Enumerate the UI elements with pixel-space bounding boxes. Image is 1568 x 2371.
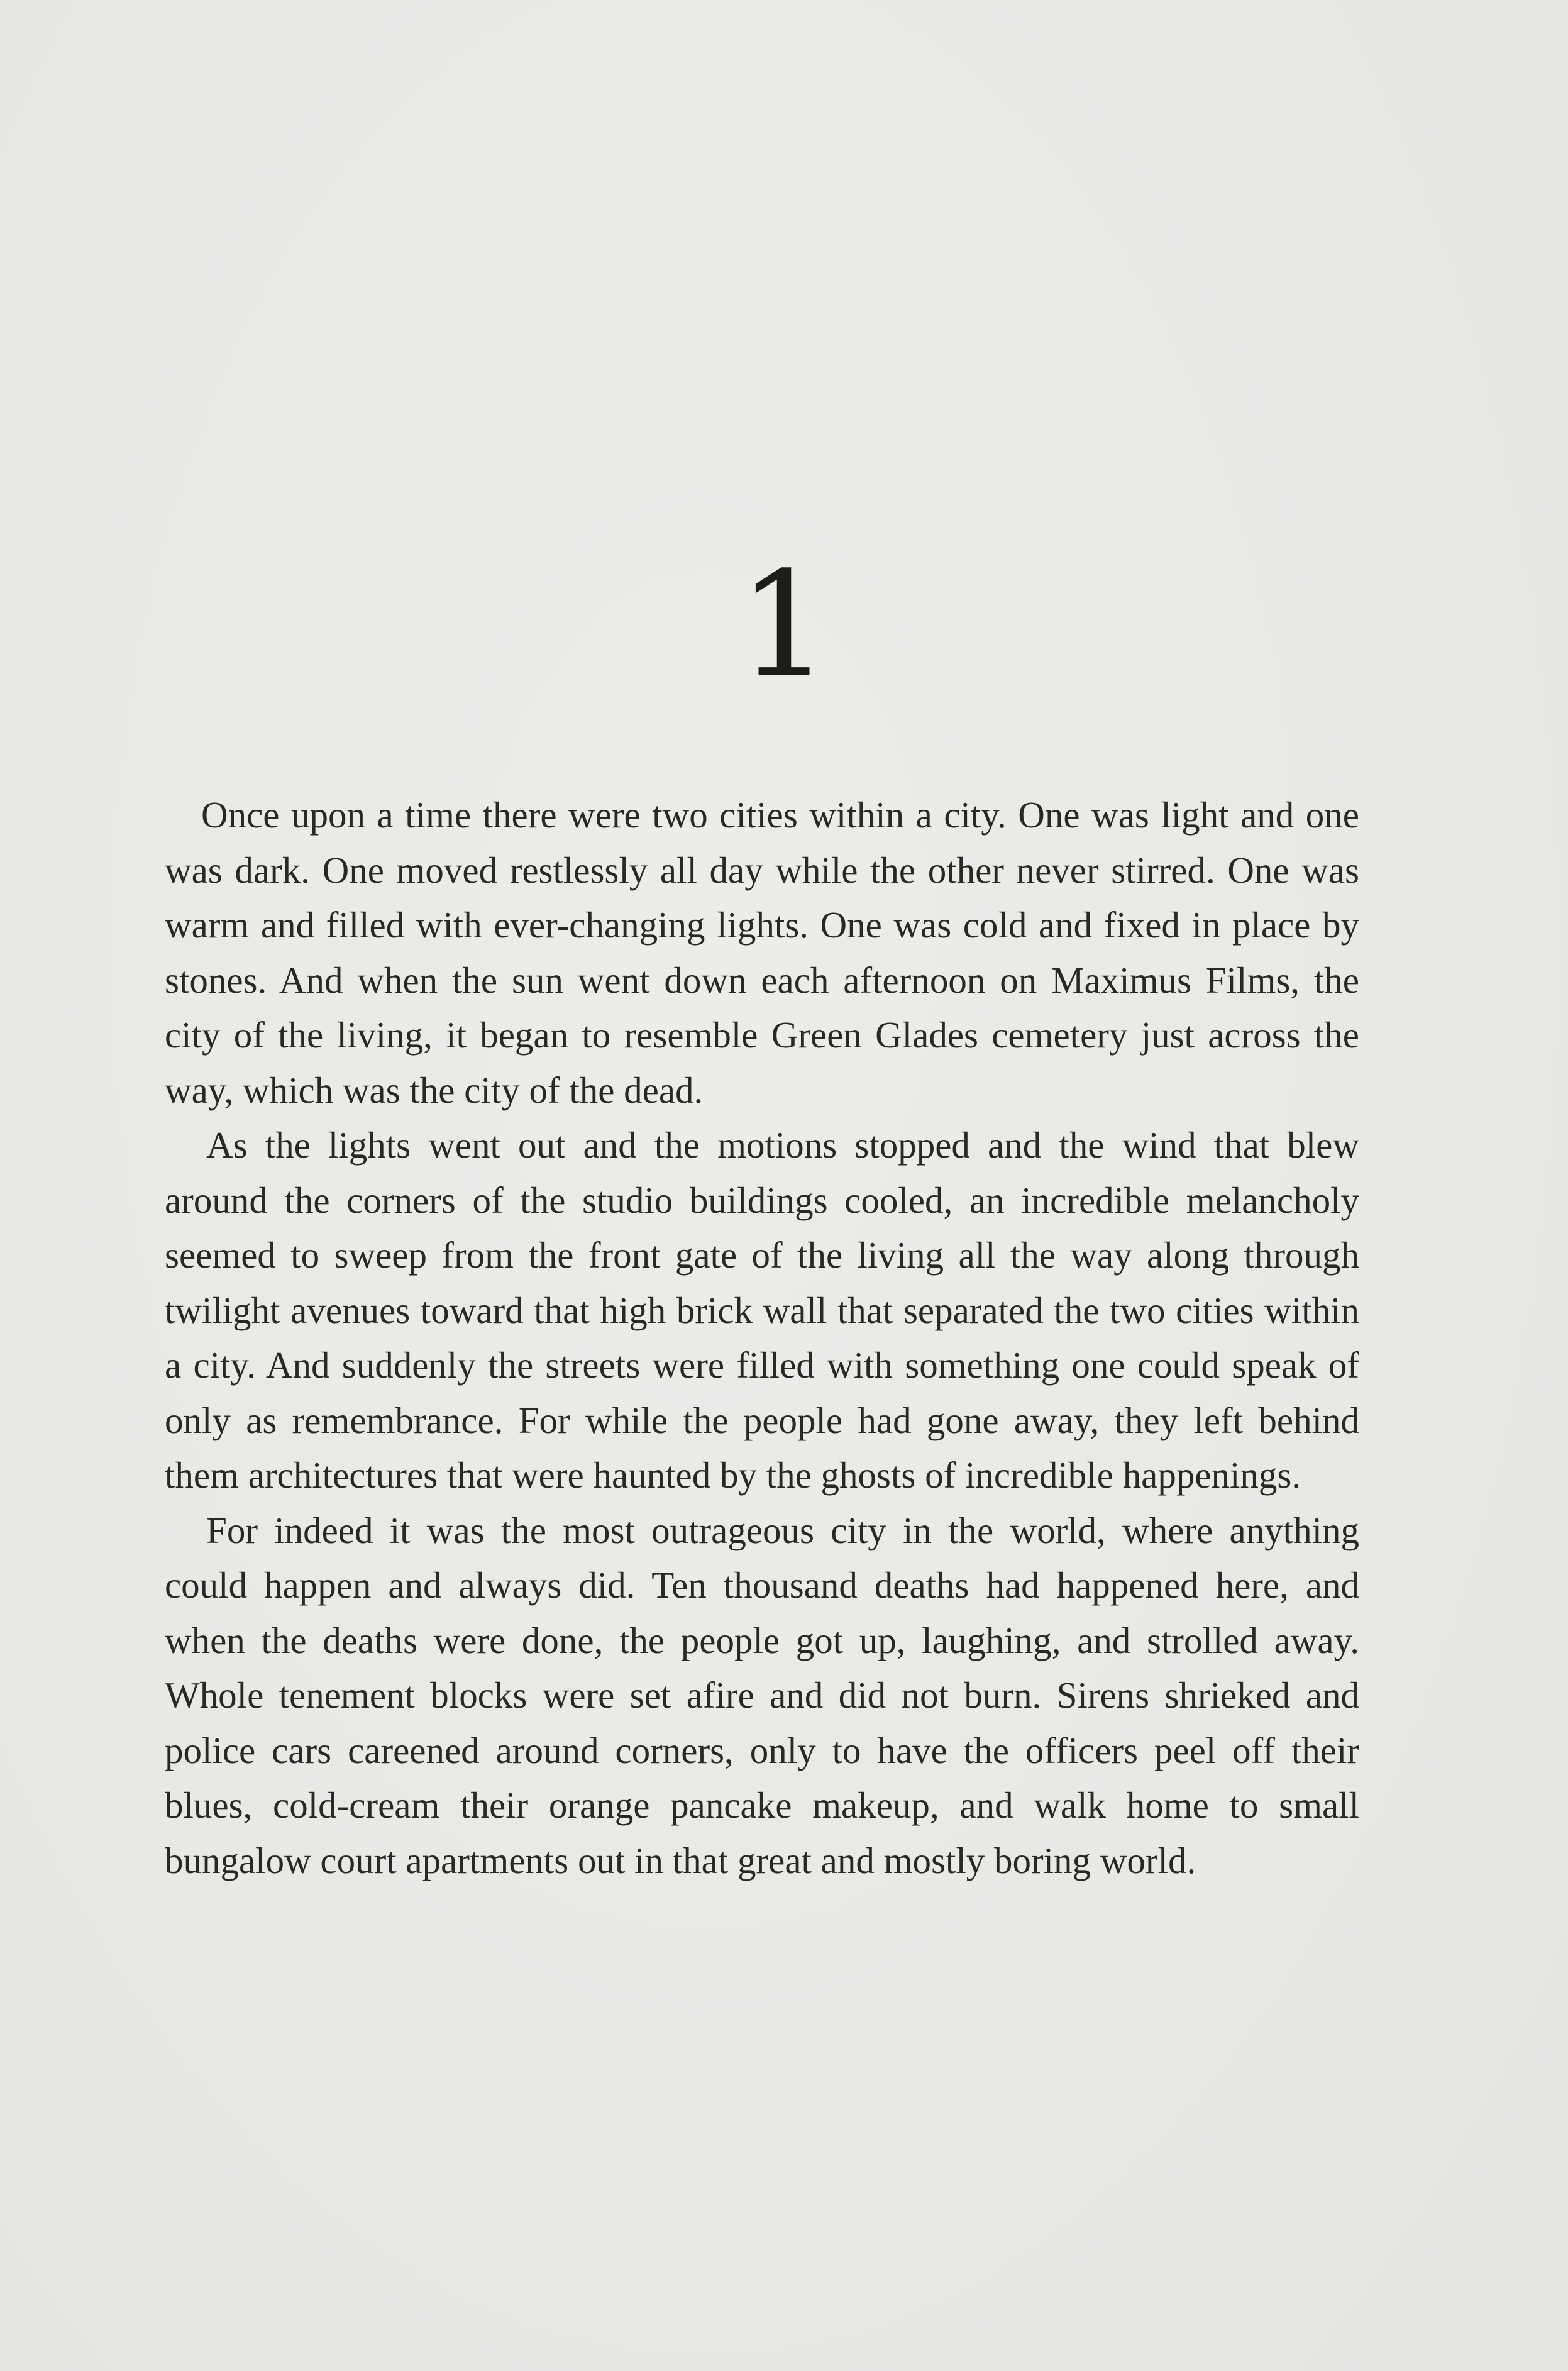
chapter-number: 1	[737, 541, 831, 709]
paragraph-3: For indeed it was the most outrageous city in the world, where anything could happen and always did. Ten thousand deaths had happened here, and when the deaths were done, the people got up, laughing, and strolled away. Whole tenement blocks were set afire and did not burn. Sirens shrieked and police cars careened around corners, only to have the officers peel off their blues, cold-cream their orange pancake makeup, and walk home to small bungalow court apartments out in that great and mostly boring world.	[165, 1509, 1359, 1881]
paragraph-1: Once upon a time there were two cities within a city. One was light and one was dark. One moved restlessly all day while the other never stirred. One was warm and filled with ever-changing lights. One was cold and fixed in place by stones. And when the sun went down each afternoon on Maximus Films, the city of the living, it began to resemble Green Glades cemetery just across the way, which was the city of the dead.	[165, 794, 1359, 1111]
paragraph-2: As the lights went out and the motions stopped and the wind that blew around the corners of the studio buildings cooled, an incredible melancholy seemed to sweep from the front gate of the living all the way along through twilight avenues toward that high brick wall that separated the two cities within a city. And suddenly the streets were filled with something one could speak of only as remembrance. For while the people had gone away, they left behind them architectures that were haunted by the ghosts of incredible happenings.	[165, 1124, 1359, 1496]
chapter-body	[165, 788, 1359, 1888]
